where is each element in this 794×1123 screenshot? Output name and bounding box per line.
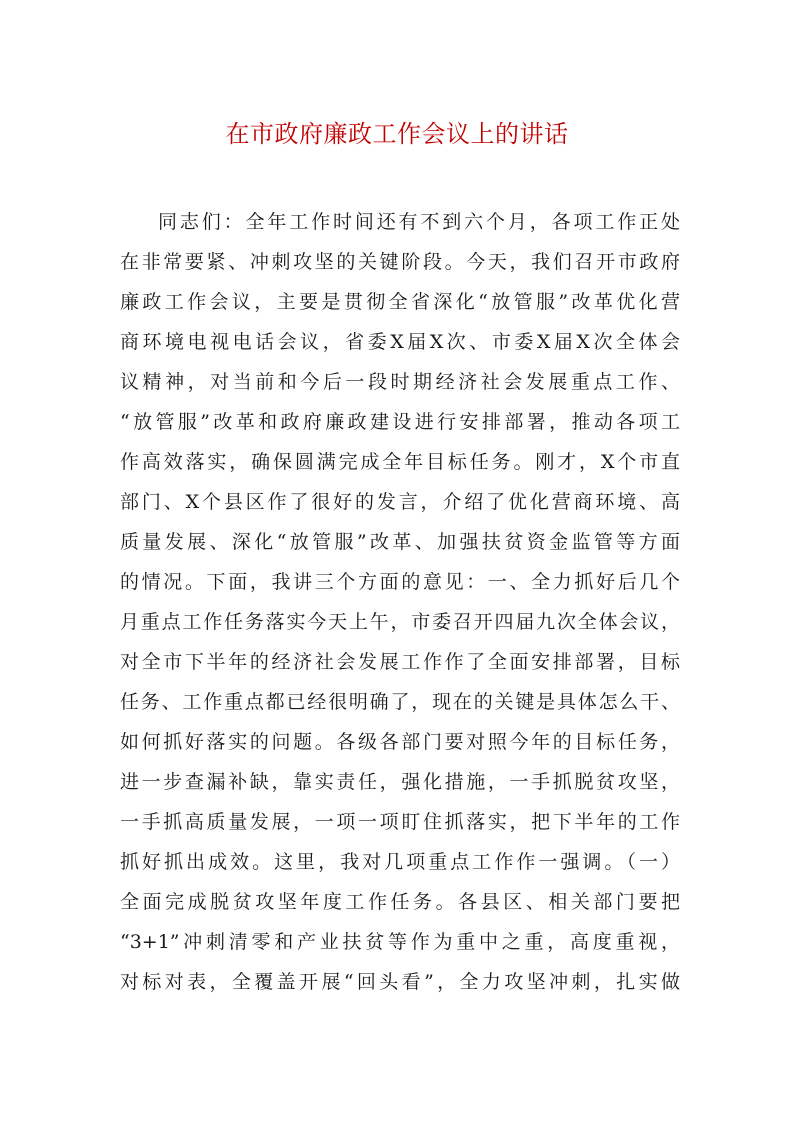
body-line: “3+1”冲刺清零和产业扶贫等作为重中之重，高度重视， <box>120 931 680 953</box>
body-line: 质量发展、深化“放管服”改革、加强扶贫资金监管等方面 <box>120 531 680 553</box>
body-line: 如何抓好落实的问题。各级各部门要对照今年的目标任务， <box>120 731 680 753</box>
body-line: 任务、工作重点都已经很明确了，现在的关键是具体怎么干、 <box>120 691 680 713</box>
body-line: 同志们：全年工作时间还有不到六个月，各项工作正处 <box>158 211 680 233</box>
body-line: “放管服”改革和政府廉政建设进行安排部署，推动各项工 <box>120 411 680 433</box>
body-line: 的情况。下面，我讲三个方面的意见：一、全力抓好后几个 <box>120 571 680 593</box>
body-line: 一手抓高质量发展，一项一项盯住抓落实，把下半年的工作 <box>120 811 680 833</box>
document-body <box>120 202 680 1002</box>
body-line: 进一步查漏补缺，靠实责任，强化措施，一手抓脱贫攻坚， <box>120 771 680 793</box>
body-line: 部门、X个县区作了很好的发言，介绍了优化营商环境、高 <box>120 491 680 513</box>
body-line: 全面完成脱贫攻坚年度工作任务。各县区、相关部门要把 <box>120 891 680 913</box>
body-line: 议精神，对当前和今后一段时期经济社会发展重点工作、 <box>120 371 680 393</box>
body-line: 商环境电视电话会议，省委X届X次、市委X届X次全体会 <box>120 331 680 353</box>
body-line: 作高效落实，确保圆满完成全年目标任务。刚才，X个市直 <box>120 451 680 473</box>
document-title: 在市政府廉政工作会议上的讲话 <box>225 120 569 149</box>
body-line: 在非常要紧、冲刺攻坚的关键阶段。今天，我们召开市政府 <box>120 251 680 273</box>
body-line: 月重点工作任务落实今天上午，市委召开四届九次全体会议， <box>120 611 680 633</box>
body-line: 抓好抓出成效。这里，我对几项重点工作作一强调。（一） <box>120 851 680 873</box>
body-line: 对标对表，全覆盖开展“回头看”，全力攻坚冲刺，扎实做 <box>120 971 680 993</box>
body-line: 对全市下半年的经济社会发展工作作了全面安排部署，目标 <box>120 651 680 673</box>
body-line: 廉政工作会议，主要是贯彻全省深化“放管服”改革优化营 <box>120 291 680 313</box>
